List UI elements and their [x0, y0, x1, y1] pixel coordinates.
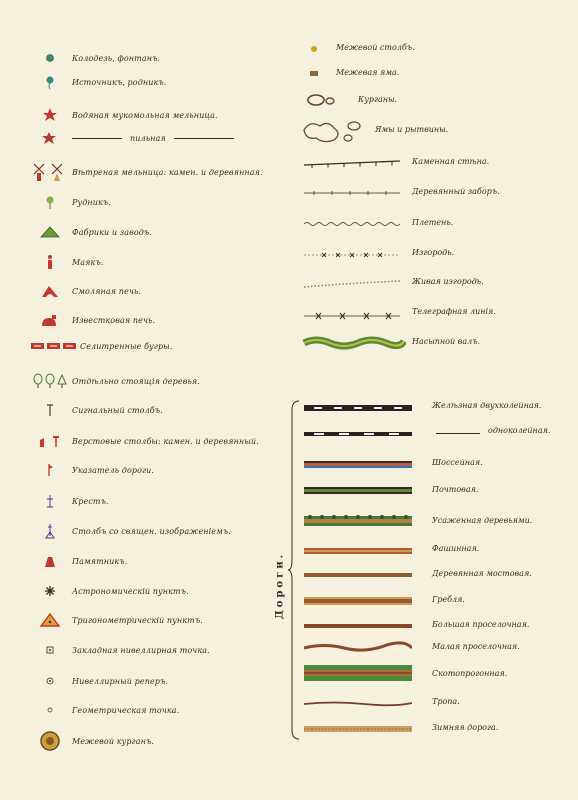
- cross-icon: [28, 492, 72, 510]
- legend-row-verst-posts: [28, 432, 259, 450]
- legend-label: Насыпной валъ.: [412, 337, 481, 346]
- legend-label: Фашинная.: [432, 544, 480, 553]
- telegraph-line-icon: [302, 310, 402, 322]
- legend-label: Курганы.: [358, 95, 398, 104]
- levelling-mark-icon: [28, 641, 72, 659]
- legend-label: Телеграфная линія.: [412, 307, 496, 316]
- pits-ditches-icon: [300, 116, 366, 146]
- legend-row-shrine-post: [28, 522, 231, 540]
- legend-label: Селитренные бугры.: [80, 341, 173, 351]
- causeway-icon: [304, 596, 412, 606]
- legend-label: Рудникъ.: [72, 197, 111, 207]
- ditto-line: [174, 138, 234, 139]
- trig-point-icon: [28, 611, 72, 629]
- verst-posts-icon: [28, 432, 72, 450]
- mine-icon: [28, 193, 72, 211]
- legend-label: Отдѣльно стоящія деревья.: [72, 376, 200, 386]
- legend-row-cross: [28, 492, 109, 510]
- legend-label: Фабрики и заводъ.: [72, 227, 152, 237]
- stone-wall-icon: [302, 158, 402, 170]
- astronomical-point-icon: [28, 582, 72, 600]
- highway-icon: [304, 460, 412, 470]
- legend-label: Зимняя дорога.: [432, 723, 499, 732]
- railway-double-icon: [304, 404, 412, 412]
- legend-row-monument: [28, 552, 127, 570]
- legend-label: Малая проселочная.: [432, 642, 520, 651]
- legend-label: Деревянная мостовая.: [432, 569, 532, 578]
- geometric-point-icon: [28, 701, 72, 719]
- shrine-post-icon: [28, 522, 72, 540]
- tar-kiln-icon: [28, 282, 72, 300]
- winter-road-icon: [304, 724, 412, 734]
- legend-row-lighthouse: [28, 253, 104, 271]
- legend-label: Геометрическая точка.: [72, 705, 180, 715]
- legend-row-geometric: [28, 701, 179, 719]
- wattle-fence-icon: [302, 219, 402, 229]
- tree-lined-road-icon: [304, 514, 412, 528]
- legend-label: Шоссейная.: [432, 458, 483, 467]
- plank-road-icon: [304, 571, 412, 579]
- legend-row-well: [28, 49, 160, 67]
- saltpeter-mounds-icon: [28, 337, 80, 355]
- earth-rampart-icon: [302, 334, 406, 352]
- legend-label: Источникъ, родникъ.: [72, 77, 167, 87]
- minor-country-road-icon: [304, 640, 412, 654]
- legend-label: Усаженная деревьями.: [432, 516, 533, 525]
- legend-label: Нивеллирный реперъ.: [72, 676, 169, 686]
- legend-label: Вѣтреная мельница: камен. и деревянная.: [72, 167, 263, 177]
- legend-label: пильная: [130, 133, 166, 143]
- legend-label: Межевой столбъ.: [336, 43, 415, 52]
- legend-row-mine: [28, 193, 111, 211]
- sawmill-icon: [28, 129, 72, 147]
- boundary-mound-icon: [28, 731, 72, 751]
- legend-label: Живая изгородь.: [412, 277, 484, 286]
- signal-post-icon: [28, 401, 72, 419]
- barrows-icon: [304, 92, 338, 108]
- legend-label: Сигнальный столбъ.: [72, 405, 163, 415]
- wooden-fence-icon: [302, 188, 402, 198]
- windmill-icon: [28, 161, 72, 183]
- benchmark-icon: [28, 672, 72, 690]
- cattle-drive-icon: [304, 664, 412, 682]
- path-icon: [304, 698, 412, 708]
- legend-row-saltpeter: [28, 337, 172, 355]
- roads-group-label: Дороги.: [274, 551, 286, 620]
- living-hedge-icon: [302, 279, 402, 291]
- legend-label: Почтовая.: [432, 485, 479, 494]
- legend-label: Колодезь, фонтанъ.: [72, 53, 161, 63]
- legend-row-trees: [28, 372, 200, 390]
- legend-label: Плетень.: [412, 218, 454, 227]
- hedge-fence-icon: [302, 250, 402, 260]
- legend-label: Астрономическій пунктъ.: [72, 586, 189, 596]
- legend-label: Указатель дороги.: [72, 465, 155, 475]
- legend-label: Желѣзная двухколейная.: [432, 401, 542, 410]
- legend-label: одноколейная.: [488, 426, 551, 435]
- legend-label: Столбъ со священ. изображеніемъ.: [72, 526, 231, 536]
- legend-label: Межевая яма.: [336, 68, 400, 77]
- legend-label: Крестъ.: [72, 496, 109, 506]
- spring-icon: [28, 73, 72, 91]
- legend-row-benchmark: [28, 672, 168, 690]
- legend-row-factory: [28, 223, 152, 241]
- legend-label: Памятникъ.: [72, 556, 128, 566]
- trees-icon: [28, 372, 72, 390]
- legend-row-trig: [28, 611, 203, 629]
- legend-label: Гребля.: [432, 595, 465, 604]
- factory-icon: [28, 223, 72, 241]
- lighthouse-icon: [28, 253, 72, 271]
- boundary-post-icon: [308, 43, 320, 55]
- legend-row-road-sign: [28, 461, 154, 479]
- legend-label: Верстовые столбы: камен. и деревянный.: [72, 436, 259, 446]
- fascine-road-icon: [304, 546, 412, 556]
- well-icon: [28, 49, 72, 67]
- legend-label: Скотопрогонная.: [432, 669, 508, 678]
- boundary-pit-icon: [308, 69, 320, 79]
- legend-label: Водяная мукомольная мельница.: [72, 110, 218, 120]
- legend-row-tar-kiln: [28, 282, 141, 300]
- railway-single-icon: [304, 430, 412, 438]
- legend-label: Тригонометрическій пунктъ.: [72, 615, 203, 625]
- monument-icon: [28, 552, 72, 570]
- country-road-icon: [304, 622, 412, 630]
- legend-label: Известковая печь.: [72, 315, 156, 325]
- road-sign-icon: [28, 461, 72, 479]
- legend-label: Закладная нивеллирная точка.: [72, 645, 210, 655]
- legend-row-signal-post: [28, 401, 163, 419]
- ditto-line: [72, 138, 122, 139]
- legend-label: Большая проселочная.: [432, 620, 530, 629]
- legend-label: Межевой курганъ.: [72, 736, 155, 746]
- legend-label: Деревянный заборъ.: [412, 187, 500, 196]
- legend-row-boundary-mound: [28, 731, 154, 751]
- legend-row-watermill: [28, 106, 218, 124]
- legend-label: Тропа.: [432, 697, 460, 706]
- legend-row-windmill: [28, 161, 263, 183]
- legend-row-levelling: [28, 641, 210, 659]
- legend-row-astro: [28, 582, 189, 600]
- legend-label: Маякъ.: [72, 257, 104, 267]
- legend-label: Каменная стѣна.: [412, 157, 490, 166]
- legend-row-spring: [28, 73, 166, 91]
- legend-row-sawmill: [28, 129, 234, 147]
- legend-label: Изгородь.: [412, 248, 455, 257]
- ditto-line: [436, 433, 480, 434]
- legend-label: Смоляная печь.: [72, 286, 142, 296]
- post-road-icon: [304, 486, 412, 496]
- legend-label: Ямы и рытвины.: [375, 125, 449, 134]
- watermill-icon: [28, 106, 72, 124]
- legend-row-lime-kiln: [28, 311, 155, 329]
- lime-kiln-icon: [28, 311, 72, 329]
